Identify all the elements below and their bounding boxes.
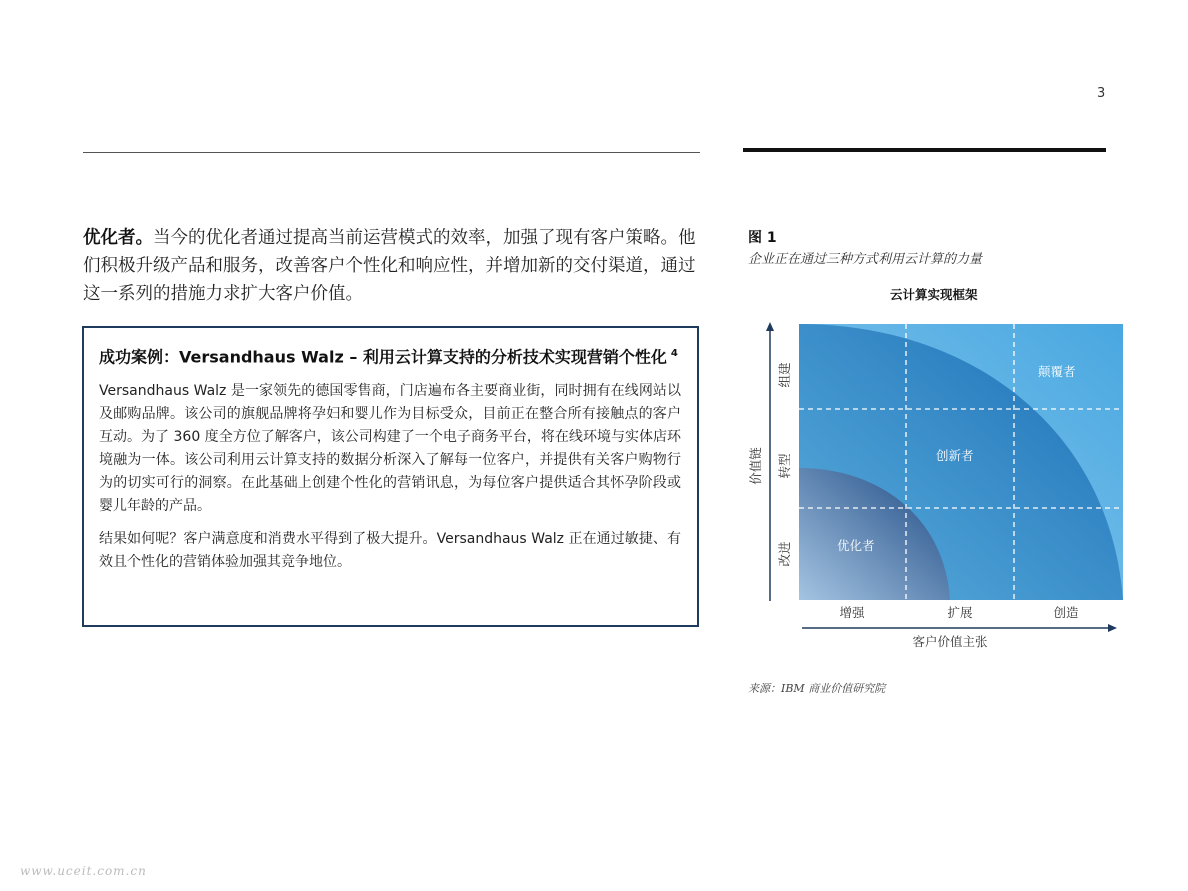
x-tick-extend: 扩展 <box>947 605 973 620</box>
cloud-framework-diagram <box>740 318 1130 653</box>
intro-paragraph <box>83 224 700 308</box>
x-tick-create: 创造 <box>1053 605 1079 620</box>
region-label-optimizer: 优化者 <box>837 538 875 553</box>
case-study-paragraph-1: Versandhaus Walz 是一家领先的德国零售商，门店遍布各主要商业街，同时拥有在线网站以及邮购品牌。该公司的旗舰品牌将孕妇和婴儿作为目标受众，目前正在整合所有接触点的客户互动。为了 360 度全方位了解客户，该公司构建了一个电子商务平台，将在线环境与实体店环境融为一体。该公司利用云计算支持的数据分析深入了解每一位客户，并提供有关客户购物行为的切实可行的洞察。在此基础上创建个性化的营销讯息，为每位客户提供适合其怀孕阶段或婴儿年龄的产品。 <box>99 383 681 515</box>
region-label-disruptor: 颠覆者 <box>1038 364 1076 379</box>
section-divider-right <box>743 148 1106 152</box>
x-axis-arrowhead <box>1108 624 1117 632</box>
figure-source: 来源：IBM 商业价值研究院 <box>748 682 886 695</box>
x-axis-label: 客户价值主张 <box>912 634 988 649</box>
y-tick-reform: 组建 <box>777 362 792 388</box>
intro-body: 当今的优化者通过提高当前运营模式的效率，加强了现有客户策略。他们积极升级产品和服务，改善客户个性化和响应性，并增加新的交付渠道，通过这一系列的措施力求扩大客户价值。 <box>83 228 696 304</box>
region-label-innovator: 创新者 <box>936 448 974 463</box>
case-study-title <box>99 342 681 368</box>
section-divider-left <box>83 152 700 153</box>
intro-lead: 优化者。 <box>83 228 153 248</box>
case-study-paragraph-2: 结果如何呢？客户满意度和消费水平得到了极大提升。Versandhaus Walz 正在通过敏捷、有效且个性化的营销体验加强其竞争地位。 <box>99 531 681 571</box>
x-tick-enhance: 增强 <box>839 605 865 620</box>
case-study-title-text: 成功案例：Versandhaus Walz – 利用云计算支持的分析技术实现营销个性化 <box>99 347 667 367</box>
y-axis-label: 价值链 <box>748 447 763 485</box>
figure-caption: 企业正在通过三种方式利用云计算的力量 <box>748 252 983 267</box>
chart-title: 云计算实现框架 <box>890 287 978 302</box>
page-number: 3 <box>1097 86 1106 101</box>
y-tick-transform: 转型 <box>777 453 792 479</box>
figure-label: 图 1 <box>748 230 777 246</box>
watermark: www.uceit.com.cn <box>20 864 147 878</box>
y-axis-arrowhead <box>766 322 774 331</box>
case-study-box <box>82 326 699 627</box>
footnote-marker: 4 <box>670 348 678 359</box>
y-tick-improve: 改进 <box>777 541 792 567</box>
